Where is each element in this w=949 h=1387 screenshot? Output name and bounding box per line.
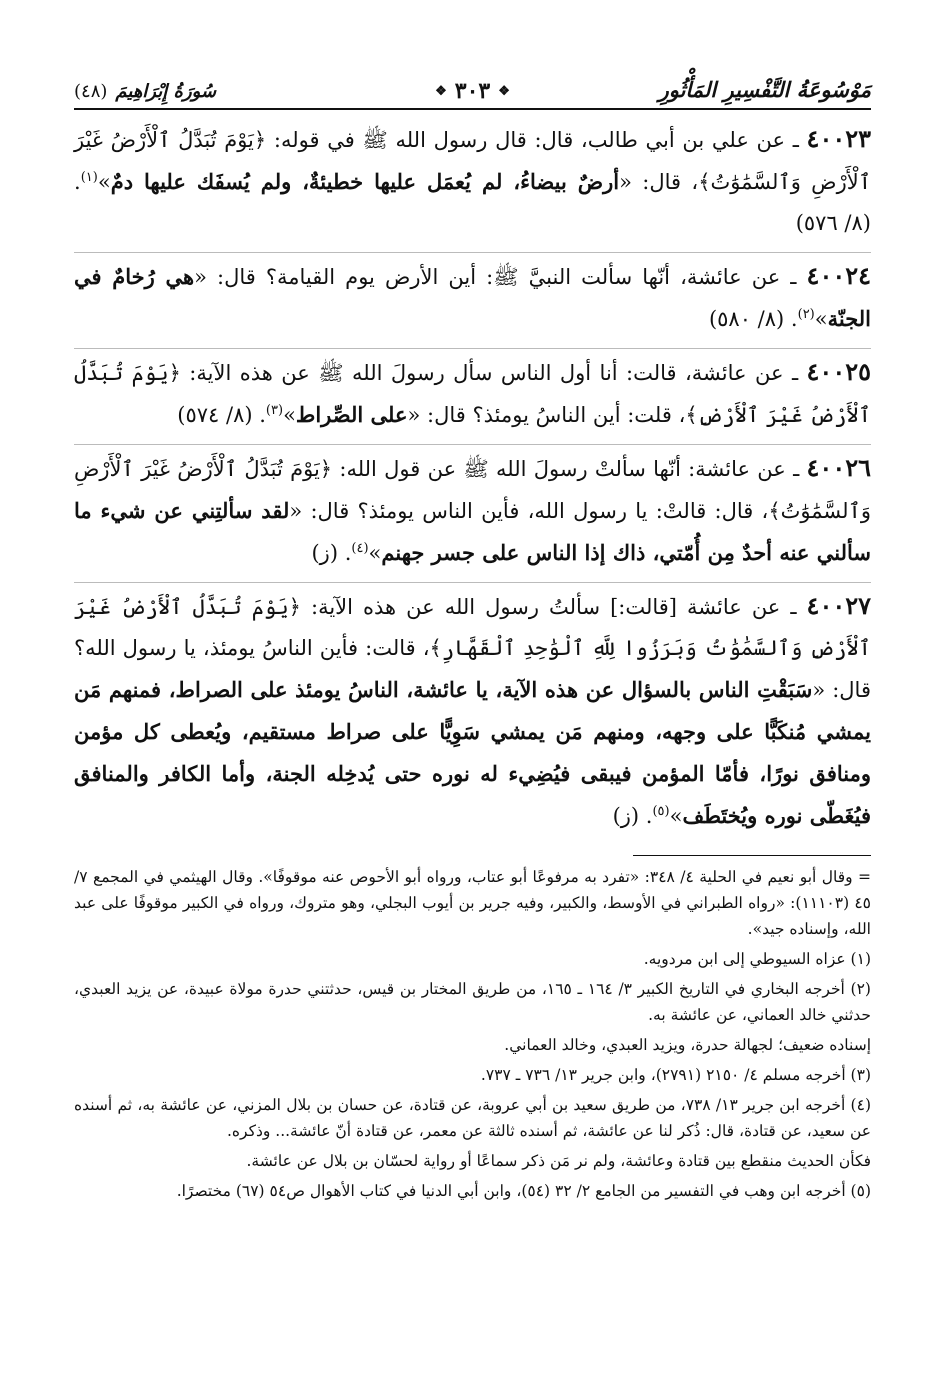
quran-verse: ﴿يَوْمَ تُبَدَّلُ ٱلْأَرْضُ غَيْرَ ٱلْأَرْضِ﴾	[74, 361, 871, 427]
text-run: ـ عن عائشة: أنّها سألتْ رسولَ الله ﷺ عن قول الله:	[332, 457, 807, 481]
footnote-item: إسناده ضعيف؛ لجهالة حدرة، ويزيد العبدي، وخالد العماني.	[504, 1036, 871, 1054]
text-run: ، قال: قالتْ: يا رسول الله، فأين الناس يومئذ؟ قال: «	[289, 499, 769, 523]
text-run: »	[814, 307, 828, 331]
text-run: ـ عن علي بن أبي طالب، قال: قال رسول الله ﷺ في قوله:	[266, 128, 807, 152]
ornament-icon: ❖	[435, 83, 447, 99]
source-reference: (٨/ ٥٨٠)	[708, 307, 785, 331]
text-run: »	[368, 541, 382, 565]
running-header	[74, 64, 871, 110]
hadith-entry	[74, 582, 871, 837]
prophetic-saying: لقد سألتِني عن شيء ما سألني عنه أحدٌ مِن أُمّتي، ذاك إذا الناس على جسر جهنم	[74, 498, 871, 565]
footnote-item: فكأن الحديث منقطع بين قتادة وعائشة، ولم نر مَن ذكر سماعًا أو رواية لحسّان بن بلال عن عائشة.	[246, 1152, 871, 1170]
footnote-item: (٢) أخرجه البخاري في التاريخ الكبير ٣/ ١٦٤ ـ ١٦٥، من طريق المختار بن قيس، حدثتني حدرة مولاة عبيدة، عن يزيد العبدي، حدثني خالد العماني، عن عائشة به.	[74, 980, 871, 1024]
text-run: »	[97, 170, 111, 194]
prophetic-saying: سَبَقْتِ الناس بالسؤال عن هذه الآية، يا عائشة، الناسُ يومئذ على الصراط، فمنهم مَن يمشي مُنكَبًّا على وجهه، ومنهم مَن يمشي سَوِيًّا على صراط مستقيم، ويُعطى كل مؤمن ومنافق نورًا، فأمّا المؤمن فيبقى فيُضِيء له نوره حتى يُدخِله الجنة، وأما الكافر والمنافق فيُغَطّى نوره ويُختَطَف	[74, 677, 871, 828]
quran-verse: ﴿يَوْمَ تُبَدَّلُ ٱلْأَرْضُ غَيْرَ ٱلْأَرْضِ وَٱلسَّمَٰوَٰتُ﴾	[74, 128, 871, 194]
source-reference: (ز)	[612, 804, 640, 828]
hadith-number: ٤٠٠٢٥	[806, 357, 871, 386]
text-run: ـ عن عائشة، قالت: أنا أول الناس سأل رسولَ الله ﷺ عن هذه الآية:	[180, 361, 807, 385]
text-run: ـ عن عائشة [قالت:] سألتُ رسول الله عن هذه الآية:	[300, 595, 807, 619]
footnote-item: (١) عزاه السيوطي إلى ابن مردويه.	[643, 950, 871, 968]
book-title: مَوْسُوعَةُ التَّفْسِيرِ المَأْثُورِ	[658, 77, 871, 102]
page-number-group	[435, 78, 510, 104]
text-run: .	[784, 307, 798, 331]
footnote-divider	[633, 855, 871, 856]
text-run: »	[669, 804, 683, 828]
footnote-marker[interactable]: (١)	[80, 170, 98, 185]
hadith-number: ٤٠٠٢٤	[806, 261, 871, 290]
hadith-number: ٤٠٠٢٧	[806, 591, 871, 620]
page-number: ٣٠٣	[454, 78, 491, 104]
text-run: .	[252, 403, 266, 427]
footnotes	[74, 864, 871, 1204]
hadith-number: ٤٠٠٢٦	[806, 453, 871, 482]
text-run: »	[283, 403, 296, 427]
hadith-number: ٤٠٠٢٣	[806, 124, 871, 153]
prophetic-saying: أرضٌ بيضاءُ، لم يُعمَل عليها خطيئةٌ، ولم يُسفَك عليها دمٌ	[110, 169, 620, 194]
footnote-marker[interactable]: (٤)	[351, 541, 369, 556]
quran-verse: ﴿يَوْمَ تُبَدَّلُ ٱلْأَرْضُ غَيْرَ ٱلْأَرْضِ وَٱلسَّمَٰوَٰتُ وَبَرَزُوا لِلَّهِ ٱلْوَٰحِدِ ٱلْقَهَّارِ﴾	[74, 595, 871, 660]
text-run: .	[639, 804, 653, 828]
footnote-item: (٣) أخرجه مسلم ٤/ ٢١٥٠ (٢٧٩١)، وابن جرير ١٣/ ٧٣٦ ـ ٧٣٧.	[480, 1066, 871, 1084]
surah-name: سُورَةُ إِبْرَاهِيمَ	[115, 81, 217, 102]
hadith-entry	[74, 444, 871, 574]
hadith-entry	[74, 118, 871, 244]
footnote-item: (٤) أخرجه ابن جرير ١٣/ ٧٣٨، من طريق سعيد بن أبي عروبة، عن قتادة، عن حسان بن بلال المزني، عن عائشة به، ثم أسنده عن سعيد، عن قتادة، قال: ذُكر لنا عن عائشة، ثم أسنده ثالثة عن معمر، عن قتادة أنّ عائشة... وذكره.	[74, 1096, 871, 1140]
footnote-marker[interactable]: (٥)	[652, 804, 670, 819]
quran-verse: ﴿يَوْمَ تُبَدَّلُ ٱلْأَرْضُ غَيْرَ ٱلْأَرْضِ وَٱلسَّمَٰوَٰتُ﴾	[74, 457, 871, 523]
hadith-entry	[74, 348, 871, 436]
footnote-marker[interactable]: (٢)	[797, 307, 815, 322]
surah-number: (٤٨)	[74, 81, 108, 102]
surah-label	[74, 81, 216, 108]
text-run: ـ عن عائشة، أنّها سألت النبيَّ ﷺ: أين الأرض يوم القيامة؟ قال: «	[194, 265, 807, 289]
footnote-marker[interactable]: (٣)	[265, 403, 284, 418]
prophetic-saying: على الصِّراط	[295, 402, 408, 427]
text-run: .	[74, 170, 81, 194]
hadith-entries	[74, 118, 871, 837]
text-run: .	[338, 541, 352, 565]
prophetic-saying: هي رُخامٌ في الجنّة	[74, 264, 871, 331]
text-run: ، قلت: أين الناسُ يومئذ؟ قال: «	[407, 403, 686, 427]
ornament-icon: ❖	[498, 83, 510, 99]
footnote-item: (٥) أخرجه ابن وهب في التفسير من الجامع ٢/ ٣٢ (٥٤)، وابن أبي الدنيا في كتاب الأهوال ص٥٤ (٦٧) مختصرًا.	[176, 1182, 871, 1200]
source-reference: (٨/ ٥٧٦)	[795, 211, 871, 235]
hadith-entry	[74, 252, 871, 340]
footnote-item: = وقال أبو نعيم في الحلية ٤/ ٣٤٨: «تفرد به مرفوعًا أبو عتاب، ورواه أبو الأحوص عنه موقوفًا». وقال الهيثمي في المجمع ٧/ ٤٥ (١١١٠٣): «رواه الطبراني في الأوسط، والكبير، وفيه جرير بن أيوب البجلي، وهو متروك، ورواه في الكبير موقوفًا على عبد الله، وإسناده جيد».	[74, 868, 871, 938]
text-run: ، قال: «	[619, 170, 699, 194]
source-reference: (٨/ ٥٧٤)	[177, 403, 253, 427]
text-run: ، قالت: فأين الناسُ يومئذ، يا رسول الله؟ قال: «	[74, 636, 871, 702]
source-reference: (ز)	[311, 541, 339, 565]
